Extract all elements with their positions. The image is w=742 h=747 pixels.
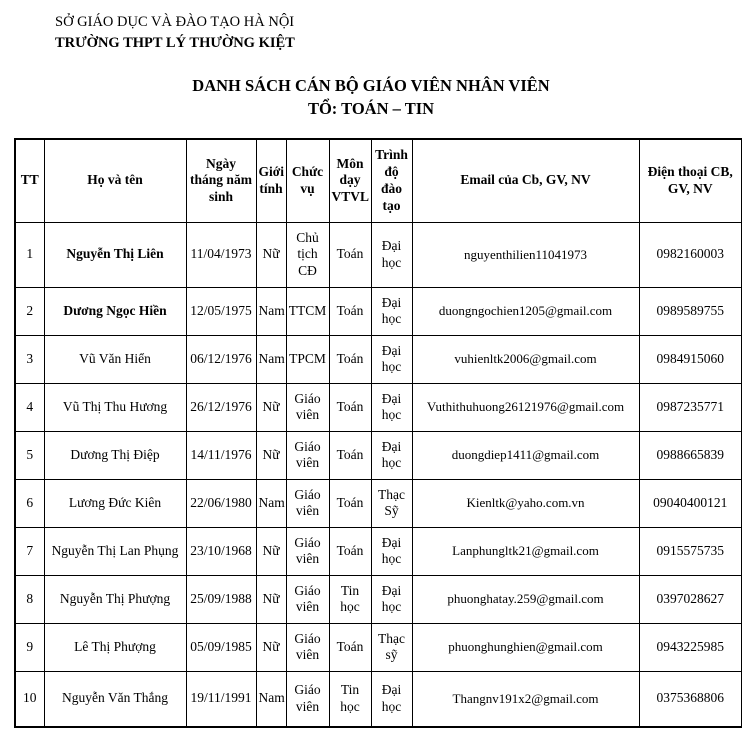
cell-phone: 0988665839 [639,431,742,479]
cell-email: vuhienltk2006@gmail.com [412,335,639,383]
cell-subject: Toán [329,222,371,287]
cell-dob: 23/10/1968 [186,527,256,575]
cell-tt: 4 [15,383,44,431]
cell-subject: Toán [329,335,371,383]
cell-subject: Toán [329,479,371,527]
cell-gender: Nam [256,671,286,727]
cell-name: Lương Đức Kiên [44,479,186,527]
cell-degree: Đại học [371,335,412,383]
cell-name: Dương Ngọc Hiền [44,287,186,335]
cell-tt: 1 [15,222,44,287]
table-row [15,383,742,431]
cell-gender: Nam [256,335,286,383]
cell-gender: Nữ [256,575,286,623]
cell-phone: 0943225985 [639,623,742,671]
cell-email: nguyenthilien11041973 [412,222,639,287]
cell-subject: Tin học [329,671,371,727]
column-header-dob: Ngày tháng năm sinh [186,139,256,223]
table-row [15,527,742,575]
cell-subject: Toán [329,623,371,671]
cell-position: Giáo viên [286,575,329,623]
cell-degree: Đại học [371,527,412,575]
table-body [15,222,742,727]
cell-email: duongdiep1411@gmail.com [412,431,639,479]
cell-dob: 14/11/1976 [186,431,256,479]
cell-email: Lanphungltk21@gmail.com [412,527,639,575]
cell-subject: Toán [329,287,371,335]
cell-tt: 6 [15,479,44,527]
table-row [15,575,742,623]
cell-dob: 22/06/1980 [186,479,256,527]
cell-tt: 8 [15,575,44,623]
table-row [15,671,742,727]
cell-position: TTCM [286,287,329,335]
cell-degree: Đại học [371,671,412,727]
column-header-subject: Môn dạy VTVL [329,139,371,223]
cell-subject: Toán [329,383,371,431]
cell-gender: Nữ [256,431,286,479]
cell-name: Nguyễn Thị Lan Phụng [44,527,186,575]
cell-dob: 26/12/1976 [186,383,256,431]
cell-position: Giáo viên [286,671,329,727]
document-header [0,0,742,122]
cell-email: Thangnv191x2@gmail.com [412,671,639,727]
cell-degree: Đại học [371,222,412,287]
cell-subject: Toán [329,527,371,575]
cell-position: Giáo viên [286,431,329,479]
cell-name: Dương Thị Điệp [44,431,186,479]
table-header-row [15,139,742,223]
cell-position: TPCM [286,335,329,383]
cell-degree: Đại học [371,431,412,479]
cell-position: Giáo viên [286,527,329,575]
table-row [15,287,742,335]
column-header-degree: Trình độ đào tạo [371,139,412,223]
cell-tt: 2 [15,287,44,335]
cell-gender: Nữ [256,527,286,575]
cell-degree: Thạc Sỹ [371,479,412,527]
cell-phone: 0984915060 [639,335,742,383]
cell-email: phuonghunghien@gmail.com [412,623,639,671]
cell-phone: 0915575735 [639,527,742,575]
cell-dob: 05/09/1985 [186,623,256,671]
cell-phone: 0989589755 [639,287,742,335]
cell-tt: 9 [15,623,44,671]
cell-dob: 06/12/1976 [186,335,256,383]
cell-name: Nguyễn Văn Thắng [44,671,186,727]
cell-name: Lê Thị Phượng [44,623,186,671]
cell-position: Giáo viên [286,623,329,671]
cell-name: Vũ Văn Hiển [44,335,186,383]
document-title: DANH SÁCH CÁN BỘ GIÁO VIÊN NHÂN VIÊN [192,76,550,96]
cell-dob: 11/04/1973 [186,222,256,287]
cell-dob: 12/05/1975 [186,287,256,335]
cell-email: duongngochien1205@gmail.com [412,287,639,335]
column-header-phone: Điện thoại CB, GV, NV [639,139,742,223]
cell-dob: 19/11/1991 [186,671,256,727]
table-row [15,222,742,287]
cell-name: Nguyễn Thị Liên [44,222,186,287]
table-header [15,139,742,223]
cell-email: Vuthithuhuong26121976@gmail.com [412,383,639,431]
school-name: TRƯỜNG THPT LÝ THƯỜNG KIỆT [55,35,295,52]
cell-phone: 0397028627 [639,575,742,623]
cell-degree: Thạc sỹ [371,623,412,671]
column-header-name: Họ và tên [44,139,186,223]
cell-position: Chủ tịch CĐ [286,222,329,287]
column-header-gender: Giới tính [256,139,286,223]
column-header-email: Email của Cb, GV, NV [412,139,639,223]
cell-email: Kienltk@yaho.com.vn [412,479,639,527]
cell-name: Nguyễn Thị Phượng [44,575,186,623]
cell-subject: Tin học [329,575,371,623]
cell-position: Giáo viên [286,479,329,527]
staff-table [14,138,742,728]
cell-phone: 0987235771 [639,383,742,431]
cell-phone: 0375368806 [639,671,742,727]
table-row [15,335,742,383]
table-row [15,479,742,527]
document-subtitle: TỔ: TOÁN – TIN [307,99,435,119]
cell-gender: Nữ [256,383,286,431]
column-header-position: Chức vụ [286,139,329,223]
cell-tt: 7 [15,527,44,575]
cell-tt: 10 [15,671,44,727]
cell-tt: 3 [15,335,44,383]
cell-position: Giáo viên [286,383,329,431]
cell-gender: Nữ [256,222,286,287]
cell-phone: 0982160003 [639,222,742,287]
cell-degree: Đại học [371,287,412,335]
cell-degree: Đại học [371,575,412,623]
cell-degree: Đại học [371,383,412,431]
cell-dob: 25/09/1988 [186,575,256,623]
table-row [15,431,742,479]
cell-phone: 09040400121 [639,479,742,527]
cell-name: Vũ Thị Thu Hương [44,383,186,431]
cell-tt: 5 [15,431,44,479]
cell-email: phuonghatay.259@gmail.com [412,575,639,623]
cell-gender: Nam [256,479,286,527]
department-name: SỞ GIÁO DỤC VÀ ĐÀO TẠO HÀ NỘI [55,14,295,30]
cell-subject: Toán [329,431,371,479]
table-row [15,623,742,671]
column-header-tt: TT [15,139,44,223]
cell-gender: Nam [256,287,286,335]
cell-gender: Nữ [256,623,286,671]
